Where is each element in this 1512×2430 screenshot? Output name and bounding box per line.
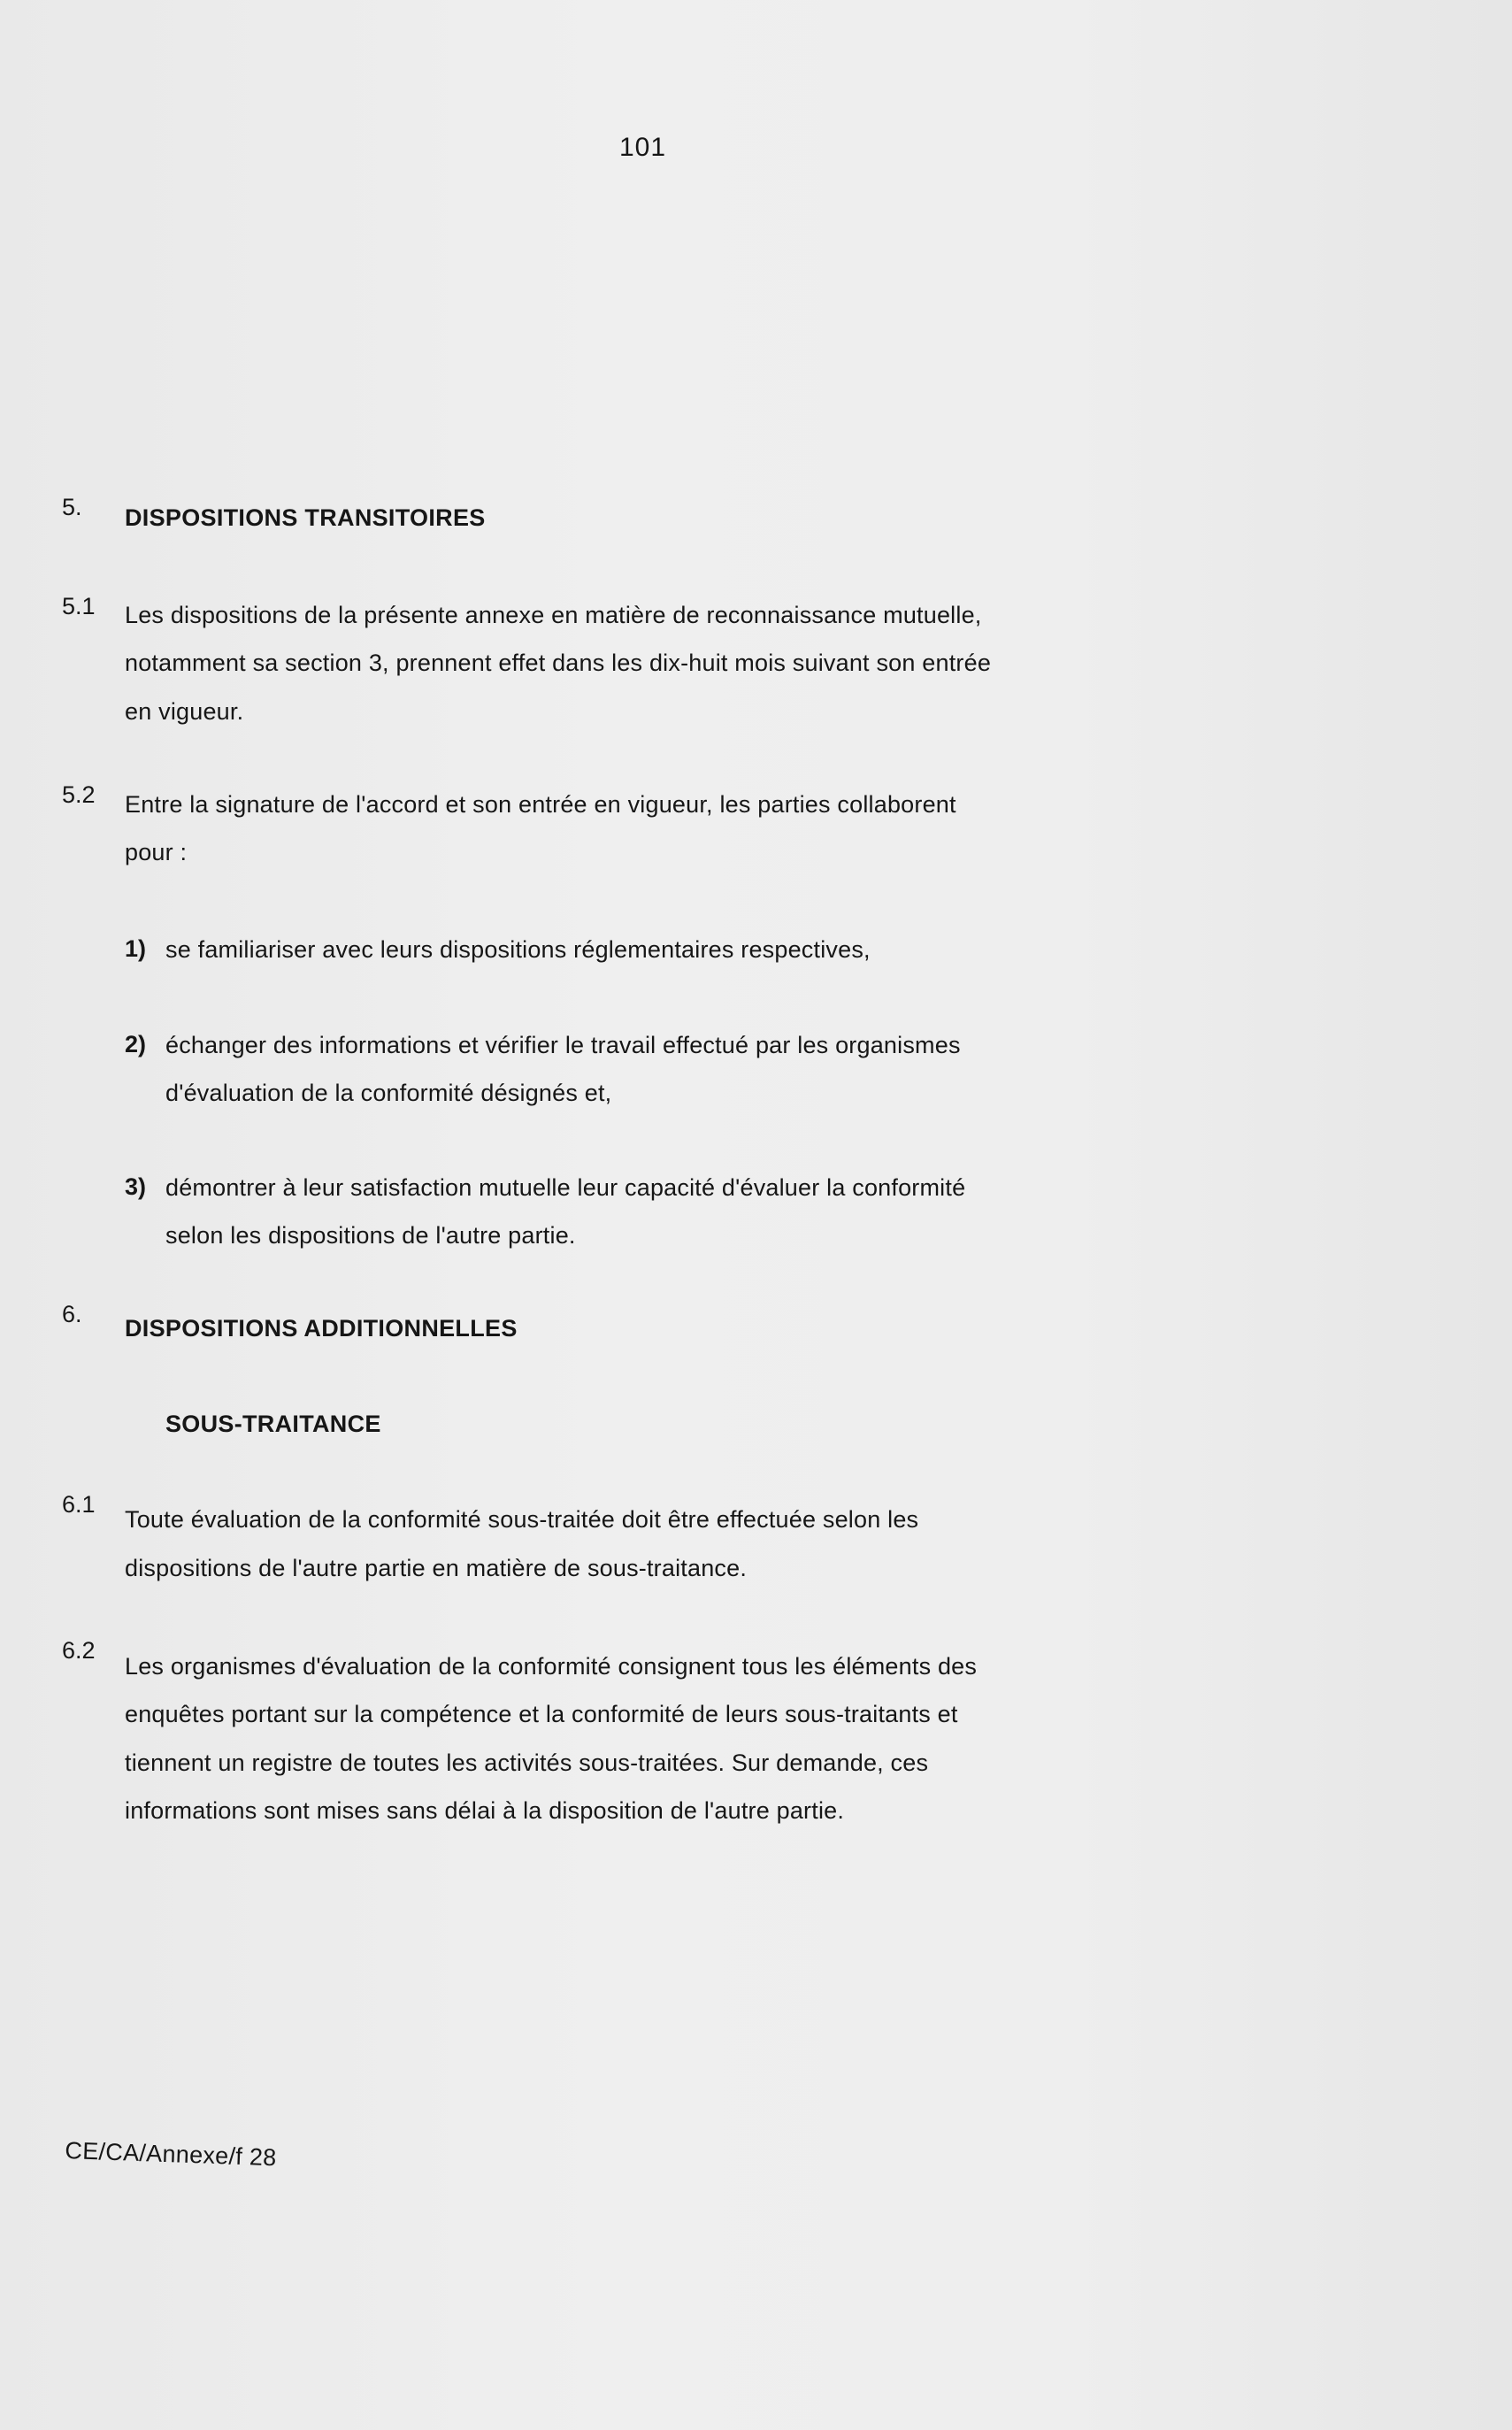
list-item-2-line-1: échanger des informations et vérifier le travail effectué par les organismes (165, 1032, 961, 1058)
section-6-subtitle: SOUS-TRAITANCE (165, 1411, 381, 1437)
section-6-1-line-2: dispositions de l'autre partie en matière de sous-traitance. (125, 1555, 748, 1581)
list-item-1-marker: 1) (125, 935, 147, 962)
section-5-title: DISPOSITIONS TRANSITOIRES (125, 504, 486, 531)
section-5-2-line-2: pour : (125, 839, 188, 865)
list-item-3-line-2: selon les dispositions de l'autre partie. (165, 1222, 576, 1249)
section-6-number: 6. (62, 1301, 82, 1327)
page-number: 101 (619, 133, 667, 162)
section-6-1-line-1: Toute évaluation de la conformité sous-traitée doit être effectuée selon les (125, 1506, 919, 1533)
list-item-2-marker: 2) (125, 1031, 147, 1057)
section-5-2-number: 5.2 (62, 781, 96, 808)
section-5-1-line-2: notamment sa section 3, prennent effet dans les dix-huit mois suivant son entrée (125, 650, 992, 676)
list-item-3-marker: 3) (125, 1173, 147, 1200)
list-item-3-line-1: démontrer à leur satisfaction mutuelle leur capacité d'évaluer la conformité (165, 1174, 966, 1201)
section-5-1-number: 5.1 (62, 593, 96, 619)
section-6-title: DISPOSITIONS ADDITIONNELLES (125, 1315, 518, 1342)
section-6-2-line-1: Les organismes d'évaluation de la conformité consignent tous les éléments des (125, 1653, 978, 1680)
footer-reference: CE/CA/Annexe/f 28 (64, 2137, 278, 2172)
section-5-number: 5. (62, 494, 82, 520)
section-5-2-line-1: Entre la signature de l'accord et son entrée en vigueur, les parties collaborent (125, 791, 956, 818)
section-5-1-line-3: en vigueur. (125, 698, 244, 725)
section-6-2-line-2: enquêtes portant sur la compétence et la conformité de leurs sous-traitants et (125, 1701, 958, 1727)
section-6-2-line-3: tiennent un registre de toutes les activités sous-traitées. Sur demande, ces (125, 1749, 929, 1776)
section-6-2-number: 6.2 (62, 1637, 96, 1664)
list-item-2-line-2: d'évaluation de la conformité désignés et, (165, 1080, 612, 1106)
section-6-2-line-4: informations sont mises sans délai à la disposition de l'autre partie. (125, 1797, 845, 1824)
section-6-1-number: 6.1 (62, 1491, 96, 1518)
section-5-1-line-1: Les dispositions de la présente annexe en matière de reconnaissance mutuelle, (125, 602, 982, 628)
list-item-1-line-1: se familiariser avec leurs dispositions réglementaires respectives, (165, 936, 871, 963)
